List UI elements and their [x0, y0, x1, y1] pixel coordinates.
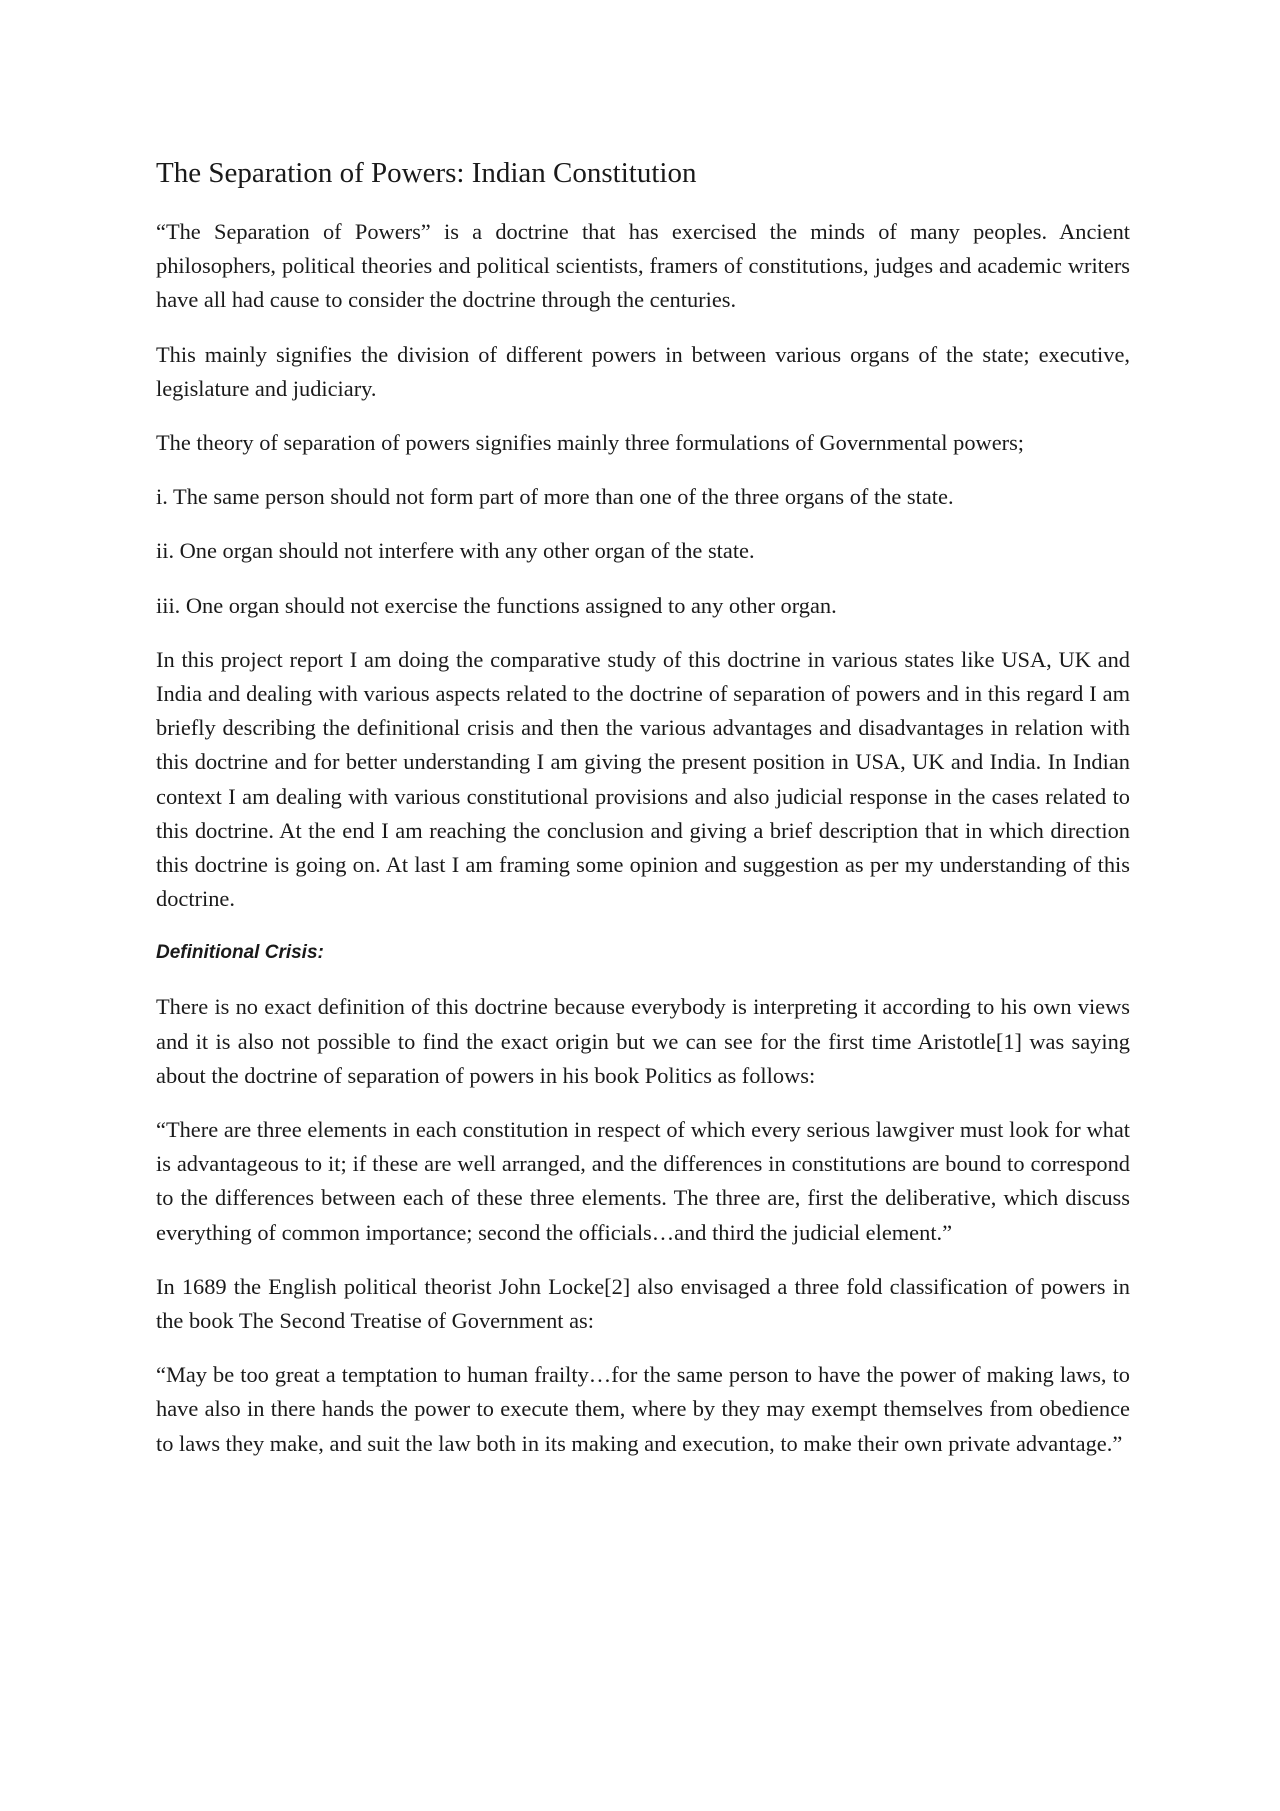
section-heading-definitional-crisis: Definitional Crisis:: [156, 942, 324, 964]
list-item-point-2: ii. One organ should not interfere with any other organ of the state.: [156, 538, 755, 564]
list-item-point-3: iii. One organ should not exercise the functions assigned to any other organ.: [156, 592, 837, 618]
document-body: [156, 215, 1130, 1481]
list-item-point-1: i. The same person should not form part of more than one of the three organs of the state.: [156, 484, 954, 510]
paragraph-locke: In 1689 the English political theorist John Locke[2] also envisaged a three fold classification of powers in the book The Second Treatise of Government as:: [156, 1273, 1130, 1334]
document-page: [156, 0, 1130, 1811]
paragraph-theory: The theory of separation of powers signifies mainly three formulations of Governmental powers;: [156, 430, 1025, 456]
paragraph-definition: There is no exact definition of this doctrine because everybody is interpreting it according to his own views and it is also not possible to find the exact origin but we can see for the first time Aristotle[1] was saying about the doctrine of separation of powers in his book Politics as follows:: [156, 994, 1130, 1088]
paragraph-division: This mainly signifies the division of different powers in between various organs of the state; executive, legislature and judiciary.: [156, 341, 1130, 401]
blockquote-locke: “May be too great a temptation to human frailty…for the same person to have the power of making laws, to have also in there hands the power to execute them, where by they may exempt themselves from obedience to laws they make, and suit the law both in its making and execution, to make their own private advantage.”: [156, 1362, 1130, 1456]
paragraph-intro: “The Separation of Powers” is a doctrine that has exercised the minds of many peoples. Ancient philosophers, political theories and political scientists, framers of constitutions, judges and academic writers have all had cause to consider the doctrine through the centuries.: [156, 219, 1130, 313]
document-title: The Separation of Powers: Indian Constitution: [156, 157, 697, 189]
paragraph-project: In this project report I am doing the comparative study of this doctrine in various states like USA, UK and India and dealing with various aspects related to the doctrine of separation of powers and in this regard I am briefly describing the definitional crisis and then the various advantages and disadvantages in relation with this doctrine and for better understanding I am giving the present position in USA, UK and India. In Indian context I am dealing with various constitutional provisions and also judicial response in the cases related to this doctrine. At the end I am reaching the conclusion and giving a brief description that in which direction this doctrine is going on. At last I am framing some opinion and suggestion as per my understanding of this doctrine.: [156, 646, 1130, 912]
blockquote-aristotle: “There are three elements in each constitution in respect of which every serious lawgiver must look for what is advantageous to it; if these are well arranged, and the differences in constitutions are bound to correspond to the differences between each of these three elements. The three are, first the deliberative, which discuss everything of common importance; second the officials…and third the judicial element.”: [156, 1117, 1130, 1245]
